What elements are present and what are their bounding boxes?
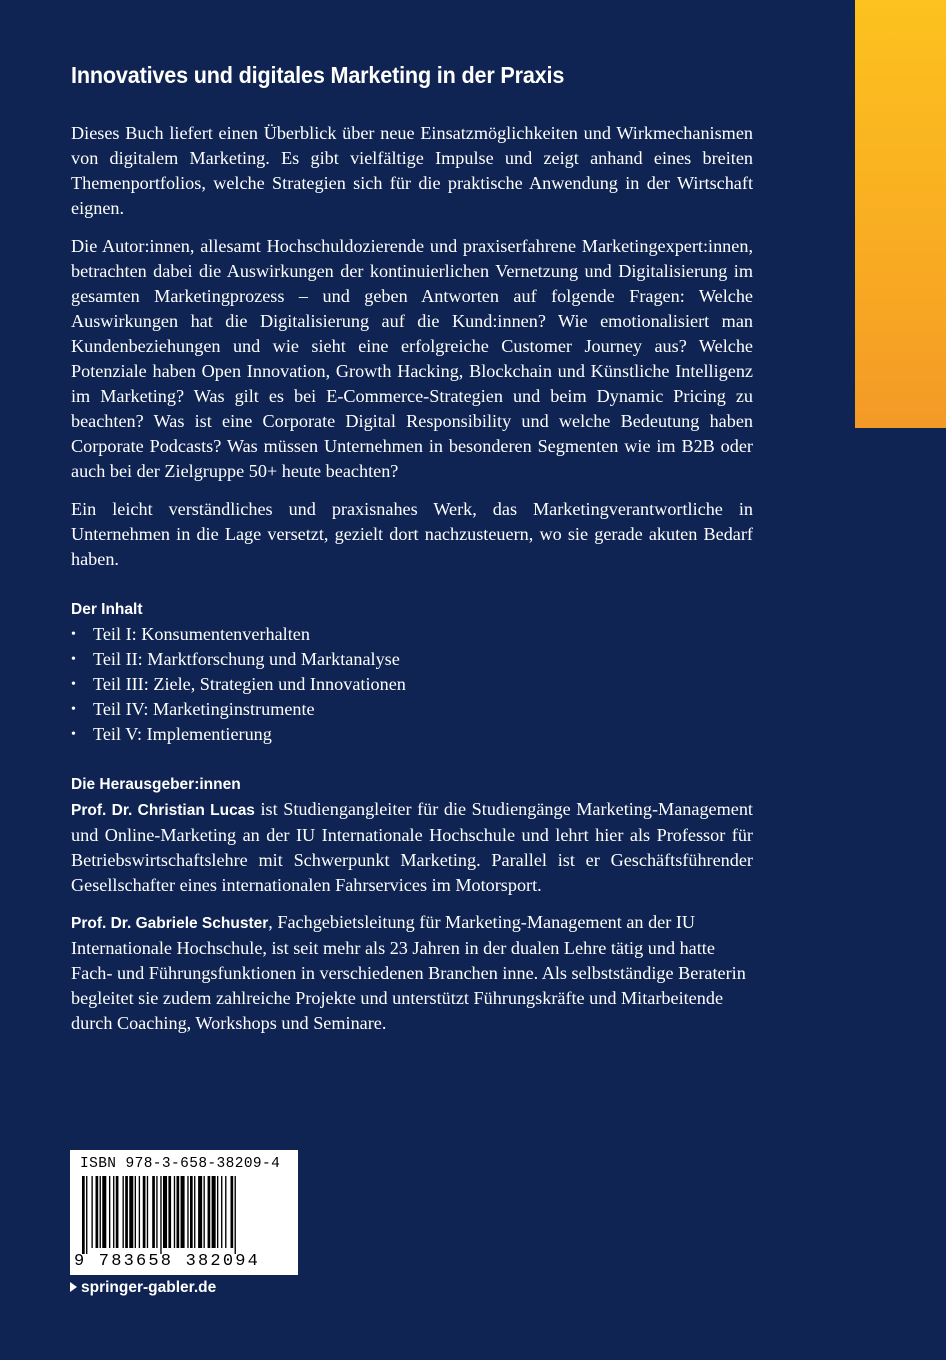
bullet-icon: • <box>71 677 76 692</box>
bullet-icon: • <box>71 727 76 742</box>
book-title: Innovatives und digitales Marketing in der Praxis <box>71 62 565 88</box>
editor-bio-text: , Fachgebietsleitung für Marketing-Management an der IU Internationale Hochschule, ist seit mehr als 23 Jahren in der dualen Lehre tätig und hatte Fach- und Führungsfunktionen in verschiedenen Branchen inne. Als selbstständige Beraterin begleitet sie zudem zahlreiche Projekte und unterstützt Führungskräfte und Mitarbeitende durch Coaching, Workshops und Seminare. <box>71 912 746 1033</box>
list-item: • Teil III: Ziele, Strategien und Innovationen <box>71 672 406 697</box>
editor-name: Prof. Dr. Gabriele Schuster <box>71 915 269 932</box>
editors-heading: Die Herausgeber:innen <box>71 776 241 793</box>
barcode-digits: 9 783658 382094 <box>74 1252 261 1271</box>
list-item: • Teil I: Konsumentenverhalten <box>71 622 406 647</box>
summary-paragraph: Ein leicht verständliches und praxisnahes Werk, das Marketingverantwortliche in Unternehmen in die Lage versetzt, gezielt dort nachzusteuern, wo sie gerade akuten Bedarf haben. <box>71 499 753 569</box>
bullet-icon: • <box>71 652 76 667</box>
barcode-icon <box>78 1176 290 1254</box>
isbn-label: ISBN 978-3-658-38209-4 <box>80 1156 281 1172</box>
editor-bio-text: ist Studiengangleiter für die Studiengänge Marketing-Management und Online-Marketing an der IU Internationale Hochschule und lehrt hier als Professor für Betriebswirtschaftslehre mit Schwerpunkt Marketing. Parallel ist er Geschäftsführender Gesellschafter eines internationalen Fahrservices im Motorsport. <box>71 799 753 895</box>
contents-list <box>71 622 406 747</box>
list-item: • Teil IV: Marketinginstrumente <box>71 697 406 722</box>
isbn-barcode <box>70 1150 298 1275</box>
bullet-icon: • <box>71 702 76 717</box>
bullet-icon: • <box>71 627 76 642</box>
contents-heading: Der Inhalt <box>71 601 143 618</box>
editor-name: Prof. Dr. Christian Lucas <box>71 802 255 819</box>
list-item: • Teil V: Implementierung <box>71 722 406 747</box>
publisher-website-link[interactable]: springer-gabler.de <box>70 1279 216 1297</box>
arrow-right-icon <box>70 1282 77 1292</box>
editor-bio-schuster <box>71 910 753 1036</box>
authors-paragraph: Die Autor:innen, allesamt Hochschuldozierende und praxiserfahrene Marketingexpert:innen, betrachten dabei die Auswirkungen der kontinuierlichen Vernetzung und Digitalisierung im gesamten Marketingprozess – und geben Antworten auf folgende Fragen: Welche Auswirkungen hat die Digitalisierung auf die Kund:innen? Wie emotionalisiert man Kundenbeziehungen und wie sieht eine erfolgreiche Customer Journey aus? Welche Potenziale haben Open Innovation, Growth Hacking, Blockchain und Künstliche Intelligenz im Marketing? Was gilt es bei E-Commerce-Strategien und beim Dynamic Pricing zu beachten? Was ist eine Corporate Digital Responsibility und welche Bedeutung haben Corporate Podcasts? Was müssen Unternehmen in besonderen Segmenten wie im B2B oder auch bei der Zielgruppe 50+ heute beachten? <box>71 236 753 481</box>
intro-paragraph: Dieses Buch liefert einen Überblick über neue Einsatzmöglichkeiten und Wirkmechanismen von digitalem Marketing. Es gibt vielfältige Impulse und zeigt anhand eines breiten Themenportfolios, welche Strategien sich für die praktische Anwendung in der Wirtschaft eignen. <box>71 123 753 218</box>
accent-color-bar <box>855 0 946 428</box>
list-item: • Teil II: Marktforschung und Marktanalyse <box>71 647 406 672</box>
editor-bio-lucas <box>71 797 753 898</box>
